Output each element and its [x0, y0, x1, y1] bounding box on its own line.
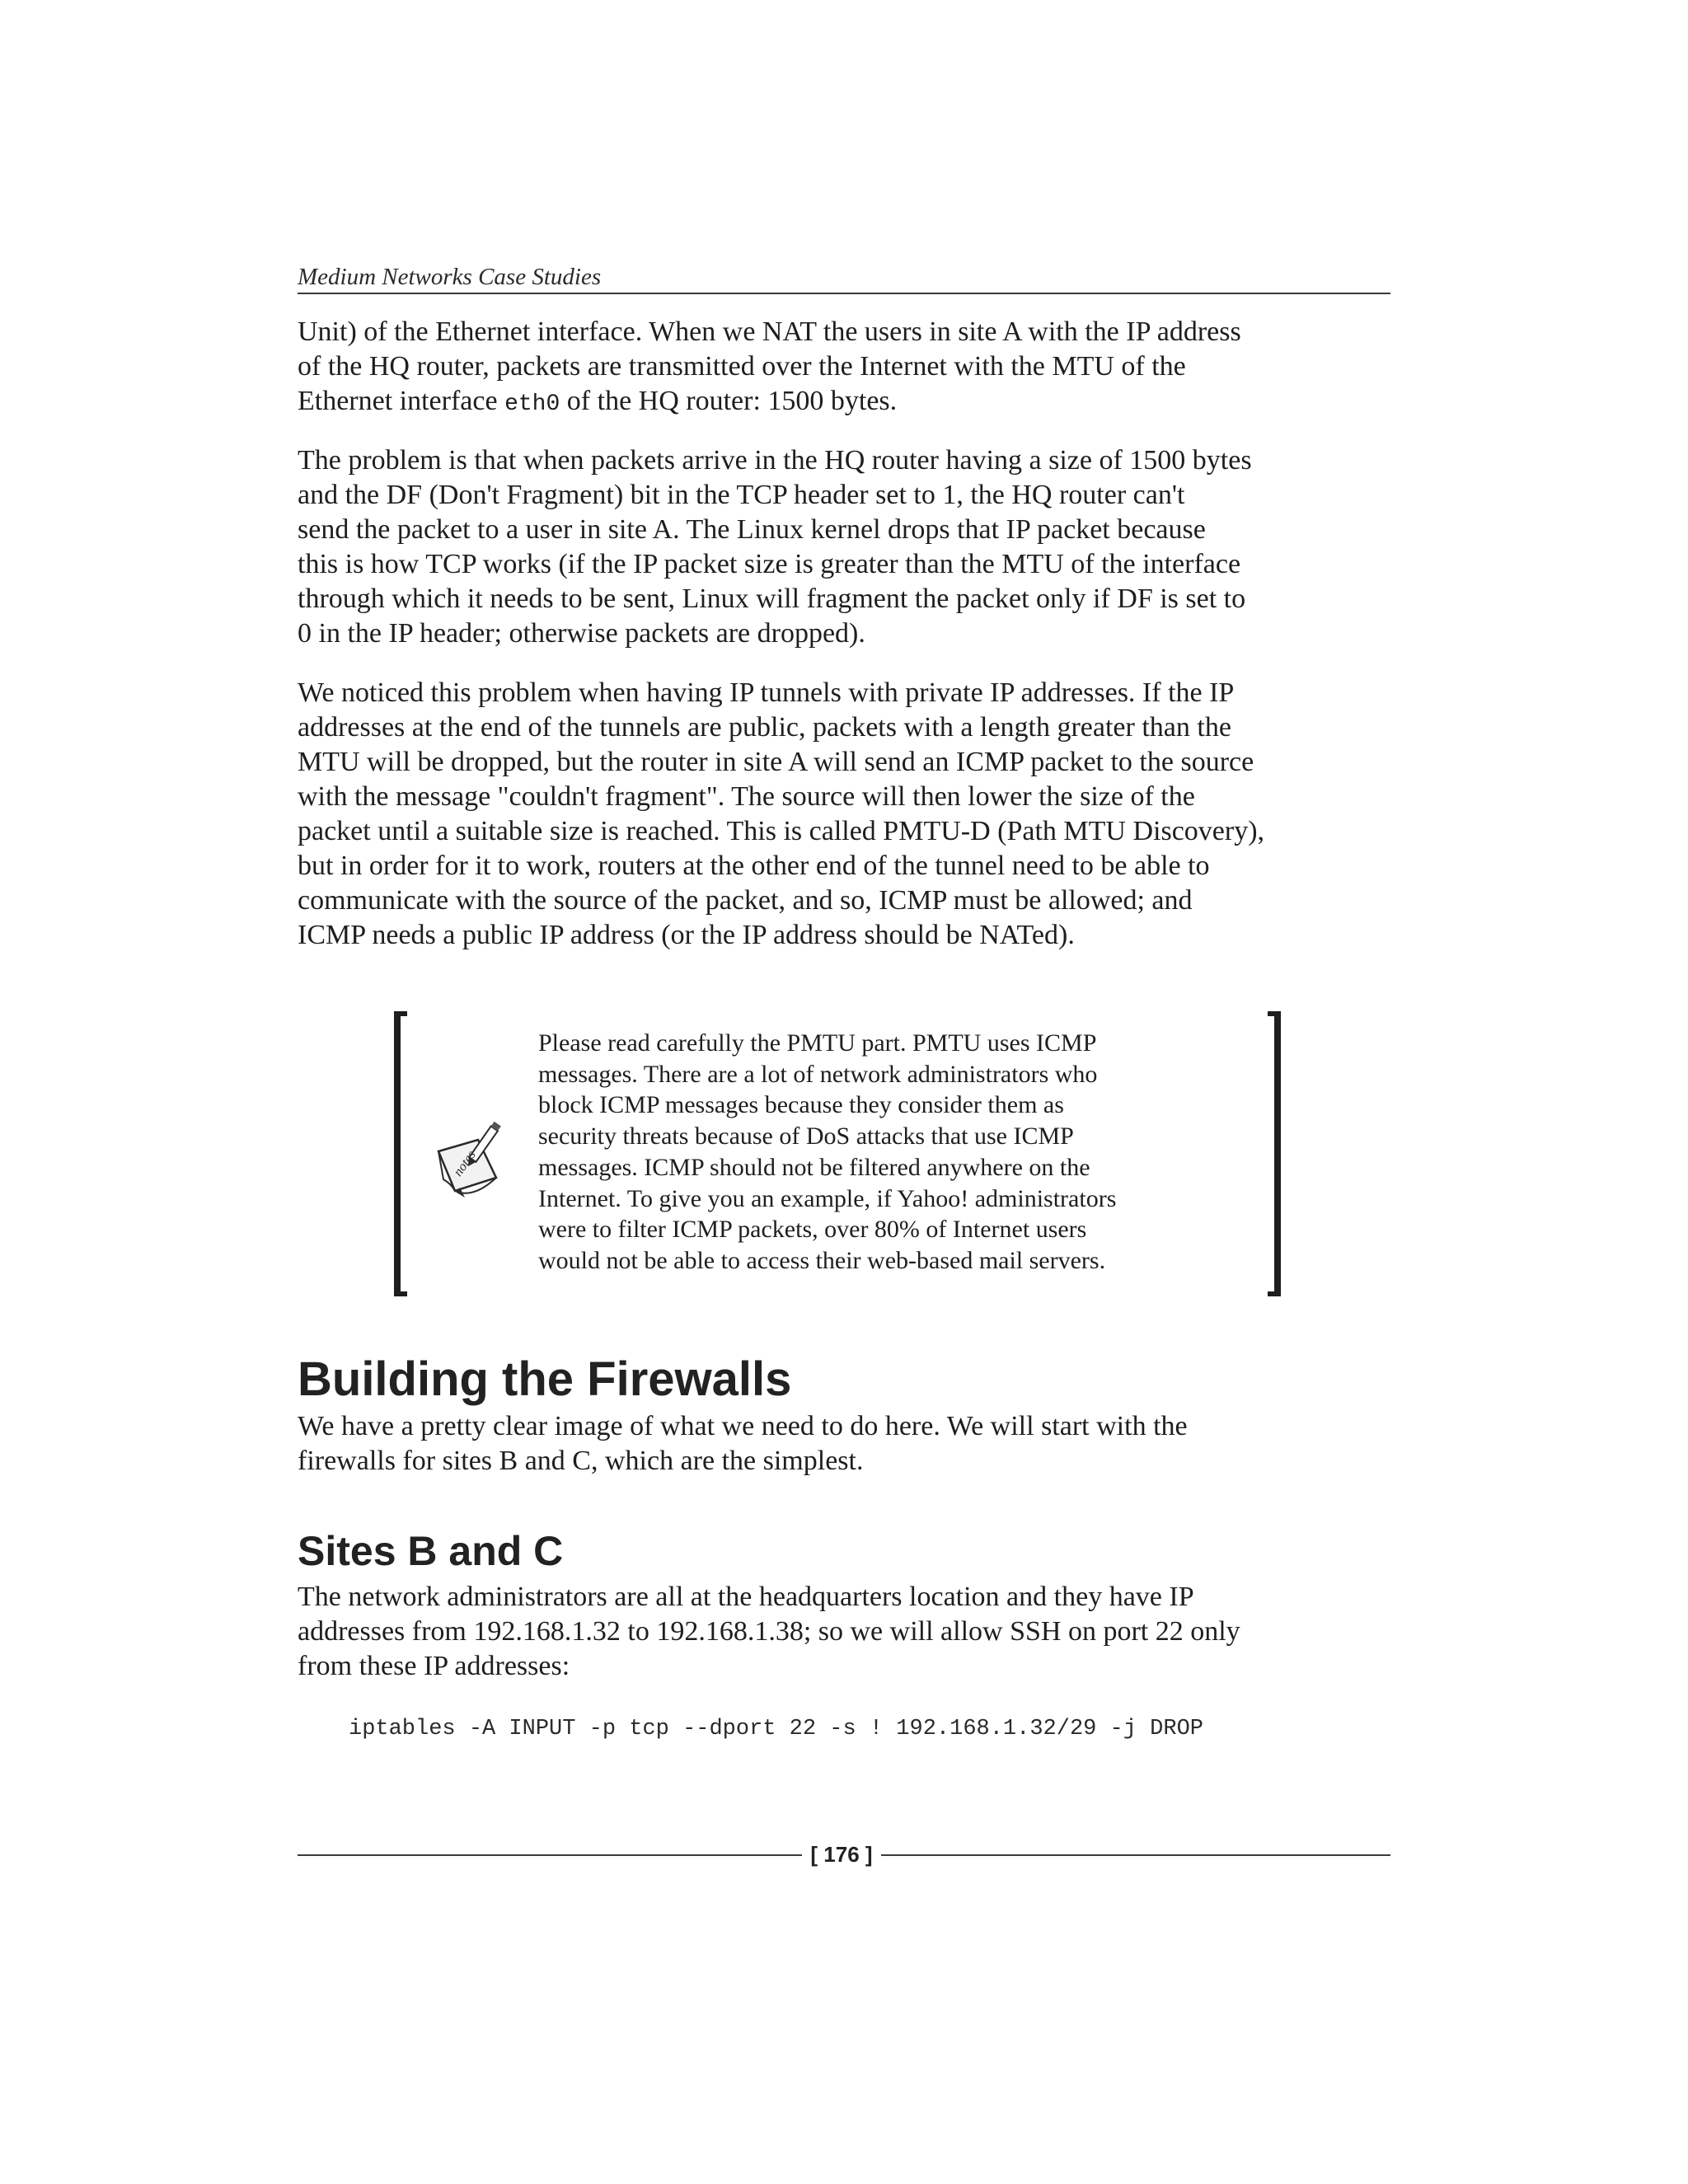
notes-pencil-icon: [427, 1112, 518, 1202]
text-fragment: Ethernet interface: [298, 386, 505, 416]
text-line: [298, 384, 1390, 422]
paragraph-sites-b-c: [298, 1580, 1390, 1684]
text-line: We noticed this problem when having IP tunnels with private IP addresses. If the IP: [298, 677, 1235, 708]
text-line: and the DF (Don't Fragment) bit in the TCP header set to 1, the HQ router can't: [298, 480, 1185, 510]
notes-icon-label: notes: [451, 1148, 479, 1179]
note-line: Please read carefully the PMTU part. PMTU uses ICMP: [538, 1029, 1097, 1057]
text-line: 0 in the IP header; otherwise packets are dropped).: [298, 618, 865, 649]
paragraph-df-problem: [298, 443, 1390, 651]
text-line: send the packet to a user in site A. The Linux kernel drops that IP packet because: [298, 514, 1206, 545]
book-page: [298, 0, 1390, 2184]
text-line: this is how TCP works (if the IP packet size is greater than the MTU of the interface: [298, 549, 1241, 579]
text-line: Unit) of the Ethernet interface. When we NAT the users in site A with the IP address: [298, 316, 1241, 347]
inline-code-eth0: eth0: [504, 391, 560, 417]
paragraph-pmtu-discovery: [298, 676, 1390, 953]
note-line: messages. ICMP should not be filtered anywhere on the: [538, 1153, 1090, 1181]
note-line: would not be able to access their web-based mail servers.: [538, 1246, 1106, 1274]
note-left-bracket: [394, 1011, 407, 1296]
text-line: We have a pretty clear image of what we need to do here. We will start with the: [298, 1411, 1188, 1441]
text-fragment: of the HQ router: 1500 bytes.: [560, 386, 898, 416]
text-line: addresses from 192.168.1.32 to 192.168.1.38; so we will allow SSH on port 22 only: [298, 1616, 1240, 1647]
text-line: of the HQ router, packets are transmitted over the Internet with the MTU of the: [298, 351, 1186, 382]
footer-rule-right: [881, 1854, 1390, 1856]
text-line: MTU will be dropped, but the router in site A will send an ICMP packet to the source: [298, 747, 1254, 777]
text-line: through which it needs to be sent, Linux will fragment the packet only if DF is set to: [298, 583, 1246, 614]
footer-rule-left: [298, 1854, 802, 1856]
running-header: Medium Networks Case Studies: [298, 264, 602, 290]
note-line: block ICMP messages because they consider them as: [538, 1091, 1064, 1119]
note-text: [538, 1028, 1264, 1277]
section-heading: Building the Firewalls: [298, 1352, 792, 1406]
header-rule: [298, 293, 1390, 294]
subsection-heading: Sites B and C: [298, 1528, 564, 1574]
note-right-bracket: [1268, 1011, 1281, 1296]
note-line: security threats because of DoS attacks that use ICMP: [538, 1122, 1074, 1151]
paragraph-mtu-intro: [298, 315, 1390, 422]
code-block-iptables: iptables -A INPUT -p tcp --dport 22 -s ! 192.168.1.32/29 -j DROP: [349, 1717, 1203, 1741]
note-line: Internet. To give you an example, if Yahoo! administrators: [538, 1184, 1117, 1212]
note-box: [394, 1011, 1591, 1300]
text-line: communicate with the source of the packet, and so, ICMP must be allowed; and: [298, 885, 1193, 916]
text-line: The problem is that when packets arrive in the HQ router having a size of 1500 bytes: [298, 445, 1252, 476]
text-line: from these IP addresses:: [298, 1651, 570, 1681]
text-line: packet until a suitable size is reached. This is called PMTU-D (Path MTU Discovery),: [298, 816, 1265, 846]
text-line: The network administrators are all at the headquarters location and they have IP: [298, 1582, 1194, 1612]
page-number: [ 176 ]: [810, 1842, 873, 1867]
note-line: were to filter ICMP packets, over 80% of Internet users: [538, 1216, 1087, 1244]
text-line: ICMP needs a public IP address (or the IP address should be NATed).: [298, 920, 1075, 950]
text-line: firewalls for sites B and C, which are the simplest.: [298, 1446, 864, 1476]
paragraph-building-intro: [298, 1409, 1390, 1479]
text-line: but in order for it to work, routers at the other end of the tunnel need to be able to: [298, 851, 1210, 881]
text-line: addresses at the end of the tunnels are public, packets with a length greater than the: [298, 712, 1231, 743]
note-line: messages. There are a lot of network administrators who: [538, 1060, 1098, 1088]
text-line: with the message "couldn't fragment". The source will then lower the size of the: [298, 781, 1195, 812]
